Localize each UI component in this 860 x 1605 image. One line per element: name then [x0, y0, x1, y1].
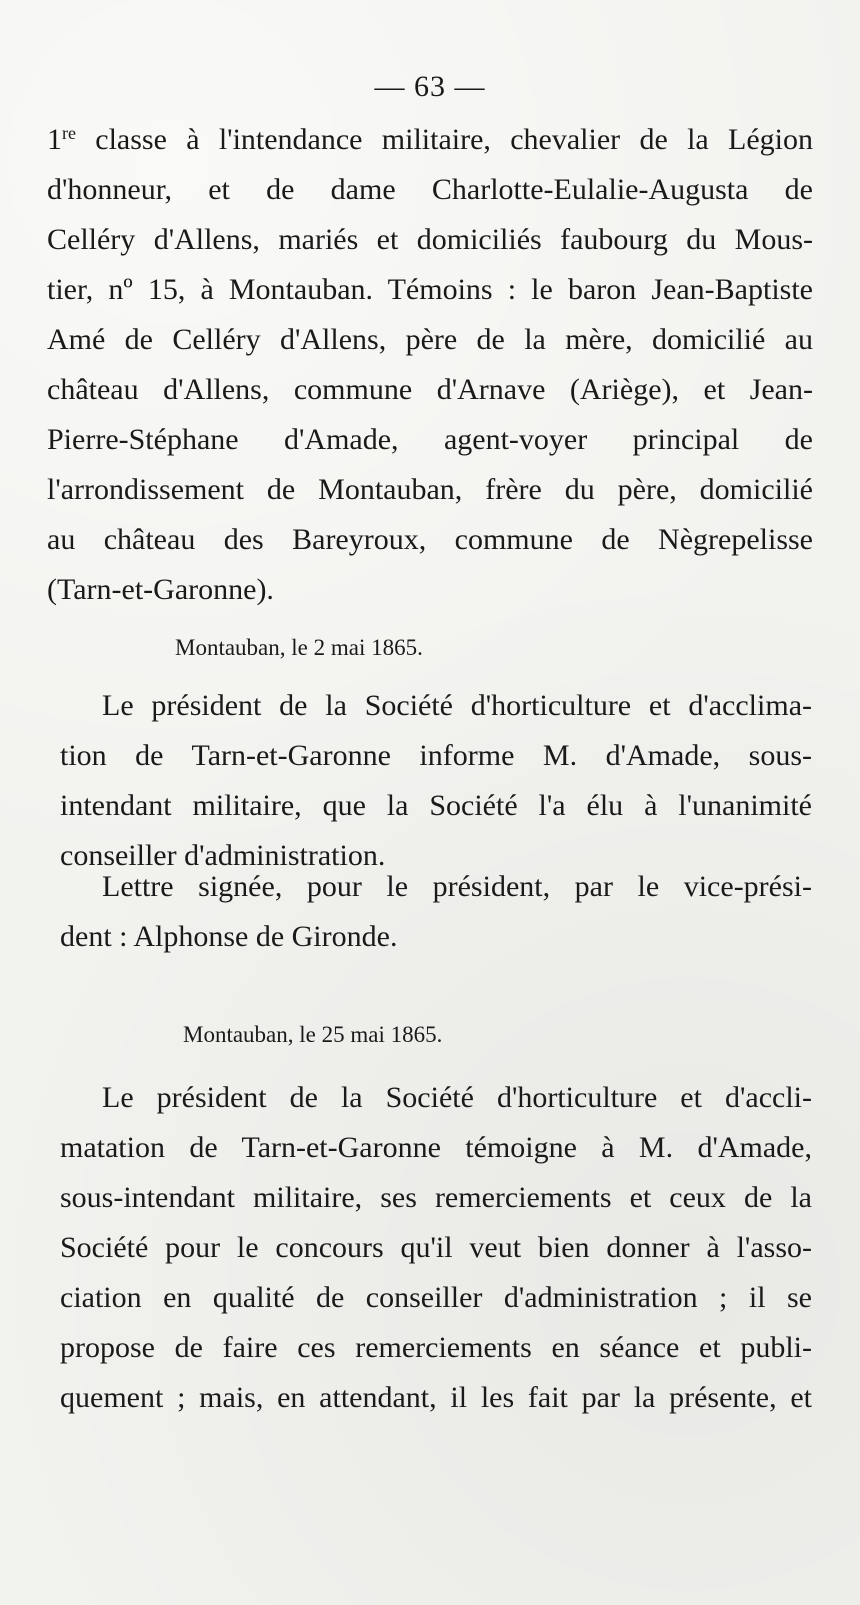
text-line: Société pour le concours qu'il veut bien donner à l'asso-: [60, 1231, 812, 1264]
text-line: au château des Bareyroux, commune de Nègrepelisse: [47, 523, 813, 556]
text-line: ciation en qualité de conseiller d'administration ; il se: [60, 1281, 812, 1314]
paragraph-thanks-letter: [60, 1073, 812, 1423]
text-run: classe à l'intendance militaire, chevalier de la Légion: [75, 123, 813, 156]
text-line: tier, nº 15, à Montauban. Témoins : le baron Jean-Baptiste: [47, 273, 813, 306]
text-line: intendant militaire, que la Société l'a élu à l'unanimité: [60, 789, 812, 822]
text-line: [47, 115, 813, 165]
paragraph-signature-note: [60, 862, 812, 962]
superscript: re: [62, 123, 76, 143]
text-line: matation de Tarn-et-Garonne témoigne à M. d'Amade,: [60, 1131, 812, 1164]
text-line: sous-intendant militaire, ses remerciements et ceux de la: [60, 1181, 812, 1214]
text-line: Pierre-Stéphane d'Amade, agent-voyer principal de: [47, 423, 813, 456]
text-line: Amé de Celléry d'Allens, père de la mère, domicilié au: [47, 323, 813, 356]
text-line: Le président de la Société d'horticulture et d'accli-: [102, 1081, 812, 1114]
text-line: dent : Alphonse de Gironde.: [60, 920, 398, 953]
page-number: — 63 —: [374, 70, 486, 103]
paragraph-election-letter: [60, 681, 812, 881]
dateline: Montauban, le 25 mai 1865.: [183, 1022, 443, 1047]
text-line: conseiller d'administration.: [60, 839, 386, 872]
text-line: Lettre signée, pour le président, par le vice-prési-: [102, 870, 812, 903]
text-line: d'honneur, et de dame Charlotte-Eulalie-Augusta de: [47, 173, 813, 206]
text-line: tion de Tarn-et-Garonne informe M. d'Amade, sous-: [60, 739, 812, 772]
text-line: Le président de la Société d'horticulture et d'acclima-: [102, 689, 812, 722]
dateline: Montauban, le 2 mai 1865.: [175, 635, 423, 660]
text-line: (Tarn-et-Garonne).: [47, 573, 274, 606]
text-line: propose de faire ces remerciements en séance et publi-: [60, 1331, 812, 1364]
paragraph-birth-record: [47, 115, 813, 615]
text-line: l'arrondissement de Montauban, frère du père, domicilié: [47, 473, 813, 506]
text-run: 1: [47, 123, 62, 156]
text-line: quement ; mais, en attendant, il les fait par la présente, et: [60, 1381, 812, 1414]
text-line: château d'Allens, commune d'Arnave (Ariège), et Jean-: [47, 373, 813, 406]
text-line: Celléry d'Allens, mariés et domiciliés faubourg du Mous-: [47, 223, 813, 256]
